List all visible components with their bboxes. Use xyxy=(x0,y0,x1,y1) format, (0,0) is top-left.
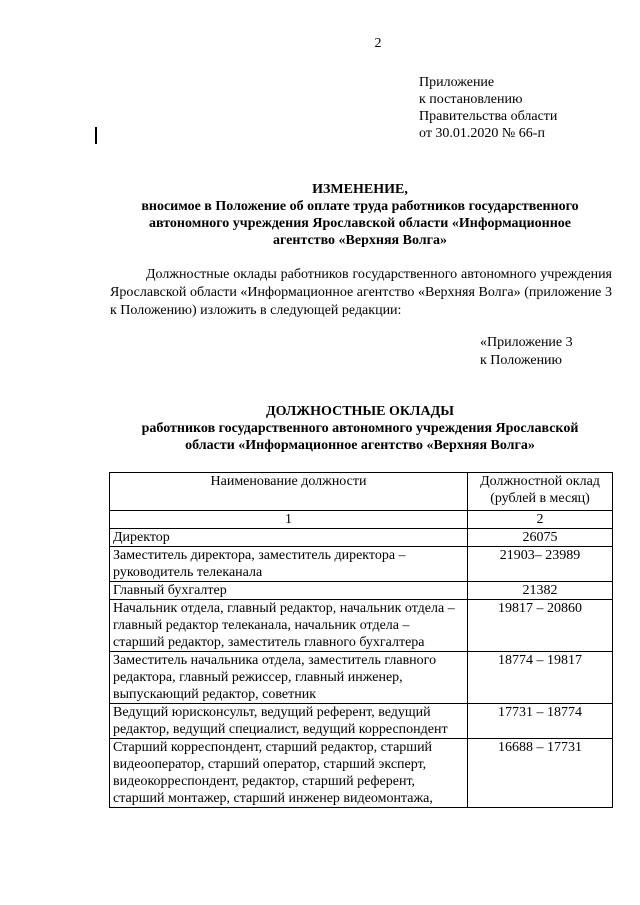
table-row xyxy=(110,582,613,600)
appendix-header-line: Правительства области xyxy=(419,109,558,124)
table-row xyxy=(110,739,613,808)
table-header-row xyxy=(110,473,613,511)
position-cell: Директор xyxy=(110,529,468,547)
body-paragraph: Должностные оклады работников государственного автономного учреждения Ярославской области «Информационное агентство «Верхняя Волга» (приложение 3 к Положению) изложить в следующей редакции: xyxy=(110,267,612,318)
column-number: 2 xyxy=(468,511,613,529)
page-number: 2 xyxy=(374,36,382,51)
table-title: ДОЛЖНОСТНЫЕ ОКЛАДЫ xyxy=(266,404,454,419)
column-header-salary: Должностной оклад (рублей в месяц) xyxy=(468,473,613,511)
table-row xyxy=(110,547,613,582)
salary-cell: 26075 xyxy=(468,529,613,547)
table-row xyxy=(110,600,613,652)
appendix-header-line: к постановлению xyxy=(419,92,523,107)
table-row xyxy=(110,529,613,547)
position-cell: Ведущий юрисконсульт, ведущий референт, ведущий редактор, ведущий специалист, ведущий корреспондент xyxy=(110,704,468,739)
appendix3-line: «Приложение 3 xyxy=(480,335,573,350)
column-header-position: Наименование должности xyxy=(110,473,468,511)
salary-cell: 21382 xyxy=(468,582,613,600)
salary-table xyxy=(109,472,613,808)
salary-cell: 16688 – 17731 xyxy=(468,739,613,808)
salary-cell: 18774 – 19817 xyxy=(468,652,613,704)
table-row xyxy=(110,704,613,739)
table-subtitle-line: области «Информационное агентство «Верхняя Волга» xyxy=(185,438,535,453)
table-numbering-row xyxy=(110,511,613,529)
table-row xyxy=(110,652,613,704)
margin-bar xyxy=(95,127,97,144)
position-cell: Заместитель начальника отдела, заместитель главного редактора, главный режиссер, главный инженер, выпускающий редактор, советник xyxy=(110,652,468,704)
change-heading-title: ИЗМЕНЕНИЕ, xyxy=(312,182,408,197)
appendix3-line: к Положению xyxy=(480,353,563,368)
change-heading-line: вносимое в Положение об оплате труда работников государственного xyxy=(141,199,579,214)
salary-cell: 21903– 23989 xyxy=(468,547,613,582)
appendix-header xyxy=(419,74,557,142)
table-subtitle-line: работников государственного автономного учреждения Ярославской xyxy=(141,421,579,436)
appendix3-header xyxy=(480,334,573,370)
appendix-header-line: от 30.01.2020 № 66-п xyxy=(419,126,545,141)
change-heading-line: агентство «Верхняя Волга» xyxy=(273,233,447,248)
salary-cell: 19817 – 20860 xyxy=(468,600,613,652)
change-heading-line: автономного учреждения Ярославской области «Информационное xyxy=(148,216,572,231)
appendix-header-line: Приложение xyxy=(419,75,495,90)
column-number: 1 xyxy=(110,511,468,529)
salary-cell: 17731 – 18774 xyxy=(468,704,613,739)
position-cell: Заместитель директора, заместитель директора – руководитель телеканала xyxy=(110,547,468,582)
position-cell: Старший корреспондент, старший редактор, старший видеооператор, старший оператор, старший эксперт, видеокорреспондент, редактор, старший референт, старший монтажер, старший инженер видеомонтажа, xyxy=(110,739,468,808)
position-cell: Начальник отдела, главный редактор, начальник отдела – главный редактор телеканала, начальник отдела – старший редактор, заместитель главного бухгалтера xyxy=(110,600,468,652)
position-cell: Главный бухгалтер xyxy=(110,582,468,600)
